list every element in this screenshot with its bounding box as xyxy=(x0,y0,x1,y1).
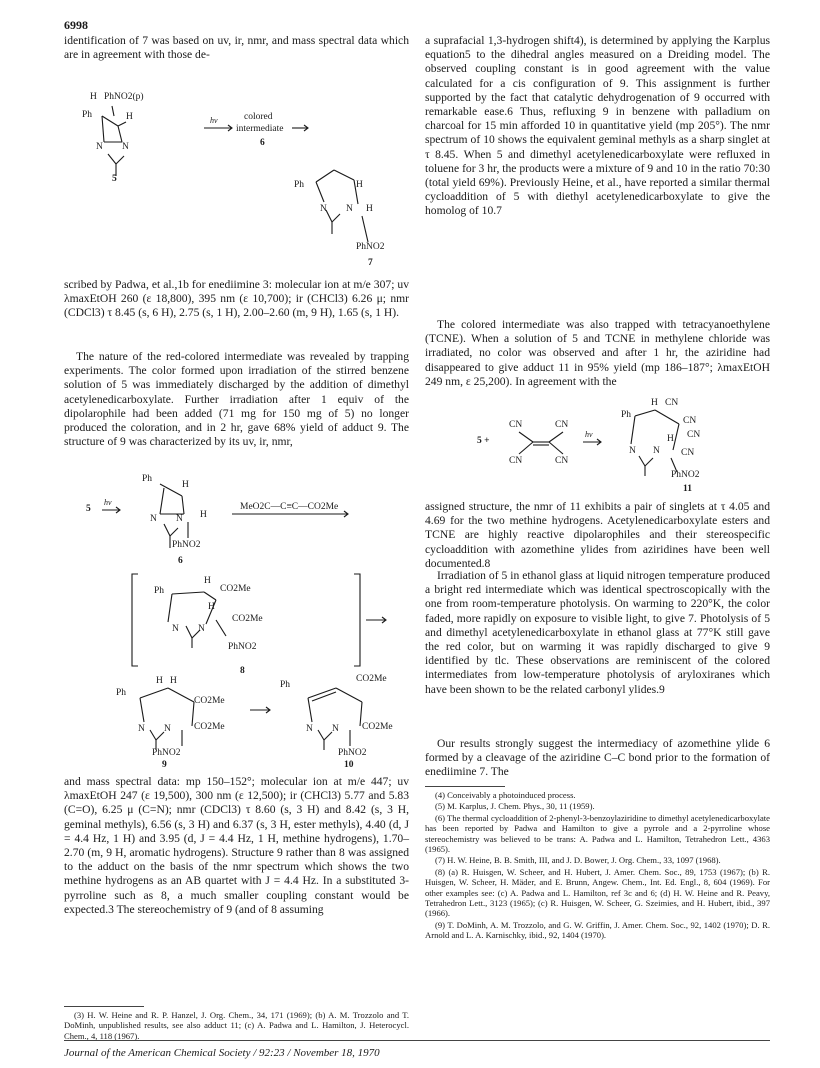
s3-tcne-cn3: CN xyxy=(509,456,523,466)
s3-phno2: PhNO2 xyxy=(671,470,700,480)
s2-num10: 10 xyxy=(344,760,354,770)
left-para-3: The nature of the red-colored intermediate was revealed by trapping experiments. The color formed upon irradiation of the stirred benzene solution of 5 was immediately discharged by the addition of dimethyl acetylenedicarboxylate. Further irradiation after 1 equiv of the dipolarophile had been added (71 mg for 150 mg of 5) no longer produced the coloration, and in 2 hr, gave 68% yield of adduct 9. The structure of 9 was characterized by its uv, ir, nmr, xyxy=(64,350,409,449)
s2-ph8: Ph xyxy=(154,586,165,596)
s3-tcne-cn1: CN xyxy=(509,420,523,430)
right-para-5: Our results strongly suggest the intermediacy of azomethine ylide 6 formed by a cleavage of the aziridine C–C bond prior to the formation of enediimine 7. The xyxy=(425,737,770,779)
scheme-3 xyxy=(425,398,770,498)
s1-num7: 7 xyxy=(368,258,373,268)
s2-n8b: N xyxy=(198,624,205,634)
footnote-9: (9) T. DoMinh, A. M. Trozzolo, and G. W. Griffin, J. Amer. Chem. Soc., 92, 1402 (1970); D. R. Arnold and L. A. Karnischky, ibid., 92, 1404 (1970). xyxy=(425,919,770,941)
s2-h8b: H xyxy=(208,602,215,612)
right-footnotes xyxy=(425,782,770,942)
s1-h: H xyxy=(90,92,97,102)
s1-n1: N xyxy=(96,142,103,152)
s1-n7a: N xyxy=(320,204,327,214)
footnote-4: (4) Conceivably a photoinduced process. xyxy=(435,790,576,800)
s2-h6b: H xyxy=(200,510,207,520)
s2-reagent: MeO2C—C≡C—CO2Me xyxy=(240,502,339,512)
s2-ph6: Ph xyxy=(142,474,153,484)
footnote-5: (5) M. Karplus, J. Chem. Phys., 30, 11 (1959). xyxy=(435,801,595,812)
footnote-7: (7) H. W. Heine, B. B. Smith, III, and J. D. Bower, J. Org. Chem., 33, 1097 (1968). xyxy=(435,855,721,866)
s1-ph7: Ph xyxy=(294,180,305,190)
footer-rule xyxy=(64,1040,770,1041)
s2-phno2-8: PhNO2 xyxy=(228,642,257,652)
s3-hv: hν xyxy=(585,430,593,439)
s2-num8: 8 xyxy=(240,666,245,676)
s2-co2me10a: CO2Me xyxy=(356,674,387,684)
s1-hv: hν xyxy=(210,116,218,125)
s2-h9a: H xyxy=(156,676,163,686)
s2-h9b: H xyxy=(170,676,177,686)
s2-n10a: N xyxy=(306,724,313,734)
s2-num5: 5 xyxy=(86,504,91,514)
s3-h: H xyxy=(651,398,658,408)
s1-h7b: H xyxy=(366,204,373,214)
left-para-1: identification of 7 was based on uv, ir, nmr, and mass spectral data which are in agreement with those de- xyxy=(64,34,409,62)
right-footnote-rule xyxy=(425,786,505,787)
left-footnotes xyxy=(64,1002,409,1042)
s2-n6b: N xyxy=(176,514,183,524)
footnote-6: (6) The thermal cycloaddition of 2-phenyl-3-benzoylaziridine to dimethyl acetylenedicarboxylate has been reported by Padwa and Hamilton to give a pyrrole and a 2-pyrroline whose stereochemistry was believed to be trans: A. Padwa and L. Hamilton, Tetrahedron Lett., 4363 (1965). xyxy=(425,812,770,855)
s1-h2: H xyxy=(126,112,133,122)
s1-num5: 5 xyxy=(112,174,117,184)
s2-phno2-6: PhNO2 xyxy=(172,540,201,550)
s2-co2me9b: CO2Me xyxy=(194,722,225,732)
s1-n7b: N xyxy=(346,204,353,214)
s2-ph10: Ph xyxy=(280,680,291,690)
scheme-1 xyxy=(64,92,414,272)
s2-n9a: N xyxy=(138,724,145,734)
s3-ph: Ph xyxy=(621,410,632,420)
right-para-3: assigned structure, the nmr of 11 exhibits a pair of singlets at τ 4.05 and 4.69 for the two methine hydrogens. Acetylenedicarboxylate esters and TCNE are highly reactive dipolarophiles and their stereospecific cycloaddition with azomethine ylides from aziridines have been well documented.8 xyxy=(425,500,770,570)
s2-phno2-9: PhNO2 xyxy=(152,748,181,758)
s3-n1: N xyxy=(629,446,636,456)
s2-phno2-10: PhNO2 xyxy=(338,748,367,758)
s3-cn-1: CN xyxy=(683,416,697,426)
s1-phno2: PhNO2 xyxy=(356,242,385,252)
s2-co2me10b: CO2Me xyxy=(362,722,393,732)
s1-n2: N xyxy=(122,142,129,152)
scheme-2 xyxy=(64,474,414,770)
s3-cn-top: CN xyxy=(665,398,679,408)
s2-n6a: N xyxy=(150,514,157,524)
s3-h2: H xyxy=(667,434,674,444)
s2-co2me8a: CO2Me xyxy=(220,584,251,594)
footnote-8: (8) (a) R. Huisgen, W. Scheer, and H. Hubert, J. Amer. Chem. Soc., 89, 1753 (1967); (b) R. Huisgen, W. Scheer, H. Mäder, and E. Brunn, Angew. Chem., Int. Ed. Engl., 8, 604 (1969). For other examples see: (c) A. Padwa and L. Hamilton, ref 3c and 6; (d) H. W. Heine and R. Peavy, Tetrahedron Lett., 3123 (1965); (c) R. Huisgen, W. Scheer, G. Szeimies, and H. Hubert, ibid., 397 (1966). xyxy=(425,866,770,919)
page-number: 6998 xyxy=(64,18,88,32)
s2-ph9: Ph xyxy=(116,688,127,698)
left-para-4: and mass spectral data: mp 150–152°; molecular ion at m/e 447; uv λmaxEtOH 247 (ε 19,500), 300 nm (ε 12,500); ir (CHCl3) 5.77 and 5.83 (C=O), 6.25 μ (C=N); nmr (CDCl3) τ 8.60 (s, 3 H) and 8.42 (s, 3 H, geminal methyls), 6.56 (s, 3 H) and 6.37 (s, 3 H, ester methyls), 4.40 (d, J = 4.4 Hz, 1 H) and 3.95 (d, J = 4.4 Hz, 1 H, methine hydrogens), 1.70–2.70 (m, 9 H, aromatic hydrogens). Structure 9 rather than 8 was assigned to the adduct on the basis of the nmr spectrum which shows the two methine hydrogens as an AB quartet with J = 4.4 Hz. In a substituted 3-pyrroline such as 8, a much smaller coupling constant would be expected.3 The stereochemistry of 9 (and of 8 assuming xyxy=(64,775,409,916)
left-footnote-rule xyxy=(64,1006,144,1007)
left-para-2: scribed by Padwa, et al.,1b for enediimine 3: molecular ion at m/e 307; uv λmaxEtOH 260 (ε 18,800), 395 nm (ε 10,700); ir (CHCl3) 6.26 μ; nmr (CDCl3) τ 8.45 (s, 6 H), 2.75 (s, 1 H), 2.00–2.60 (m, 9 H), 1.65 (s, 1 H). xyxy=(64,278,409,320)
s2-co2me9a: CO2Me xyxy=(194,696,225,706)
s2-hv: hν xyxy=(104,498,112,507)
s3-num5: 5 + xyxy=(477,436,490,446)
s2-n9b: N xyxy=(164,724,171,734)
s2-n8a: N xyxy=(172,624,179,634)
s2-h8a: H xyxy=(204,576,211,586)
right-para-2: The colored intermediate was also trapped with tetracyanoethylene (TCNE). When a solution of 5 and TCNE in methylene chloride was irradiated, no color was observed and after 1 hr, the aziridine had disappeared to give adduct 11 in 95% yield (mp 186–187°; λmaxEtOH 249 nm, ε 25,200). In agreement with the xyxy=(425,318,770,388)
s2-co2me8b: CO2Me xyxy=(232,614,263,624)
right-para-4: Irradiation of 5 in ethanol glass at liquid nitrogen temperature produced a bright red intermediate which was identical spectroscopically with the one from room-temperature photolysis. On warming to 220°K, the color faded, more rapidly on exposure to visible light, to give 7. Photolysis of 5 and dimethyl acetylenedicarboxylate in ethanol glass at 77°K still gave the red color, but on warming it was rapidly discharged to give 9 identified by tlc. These observations are reminiscent of the colored intermediates from low-temperature photolysis of aryloxiranes which have been shown to be the related carbonyl ylides.9 xyxy=(425,569,770,696)
s1-intermediate: intermediate xyxy=(236,124,284,134)
s1-h7: H xyxy=(356,180,363,190)
s3-num11: 11 xyxy=(683,484,692,494)
s3-cn-2: CN xyxy=(687,430,701,440)
s2-h6: H xyxy=(182,480,189,490)
s1-ph: Ph xyxy=(82,110,93,120)
journal-footer: Journal of the American Chemical Society / 92:23 / November 18, 1970 xyxy=(64,1047,380,1059)
s1-phno2p: PhNO2(p) xyxy=(104,92,144,102)
footnote-3: (3) H. W. Heine and R. P. Hanzel, J. Org. Chem., 34, 171 (1969); (b) A. M. Trozzolo and T. DoMinh, unpublished results, see also adduct 11; (c) A. Padwa and L. Hamilton, J. Heterocycl. Chem., 4, 118 (1967). xyxy=(64,1010,409,1041)
s3-cn-3: CN xyxy=(681,448,695,458)
right-para-1: a suprafacial 1,3-hydrogen shift4), is determined by applying the Karplus equation5 to the dihedral angles measured on a Dreiding model. The observed coupling constant is in good agreement with the value calculated for a cis configuration of 9. This assignment is further supported by the fact that catalytic dehydrogenation of 9 occurred with remarkable ease.6 Thus, refluxing 9 in benzene with palladium on charcoal for 15 min afforded 10 in quantitative yield (mp 205°). The nmr spectrum of 10 shows the equivalent geminal methyls as a sharp singlet at τ 8.45. When 5 and dimethyl acetylenedicarboxylate were refluxed in toluene for 3 hr, the products were a mixture of 9 and 10 in the ratio 70:30 (total yield 69%). Previously Heine, et al., have reported a similar thermal cycloaddition of 5 with diethyl acetylenedicarboxylate to give the homolog of 10.7 xyxy=(425,34,770,218)
s3-tcne-cn2: CN xyxy=(555,420,569,430)
s1-num6: 6 xyxy=(260,138,265,148)
s3-tcne-cn4: CN xyxy=(555,456,569,466)
s2-n10b: N xyxy=(332,724,339,734)
s1-colored: colored xyxy=(244,112,273,122)
s3-n2: N xyxy=(653,446,660,456)
s2-num6: 6 xyxy=(178,556,183,566)
s2-num9: 9 xyxy=(162,760,167,770)
scheme-3-bonds xyxy=(425,398,770,498)
